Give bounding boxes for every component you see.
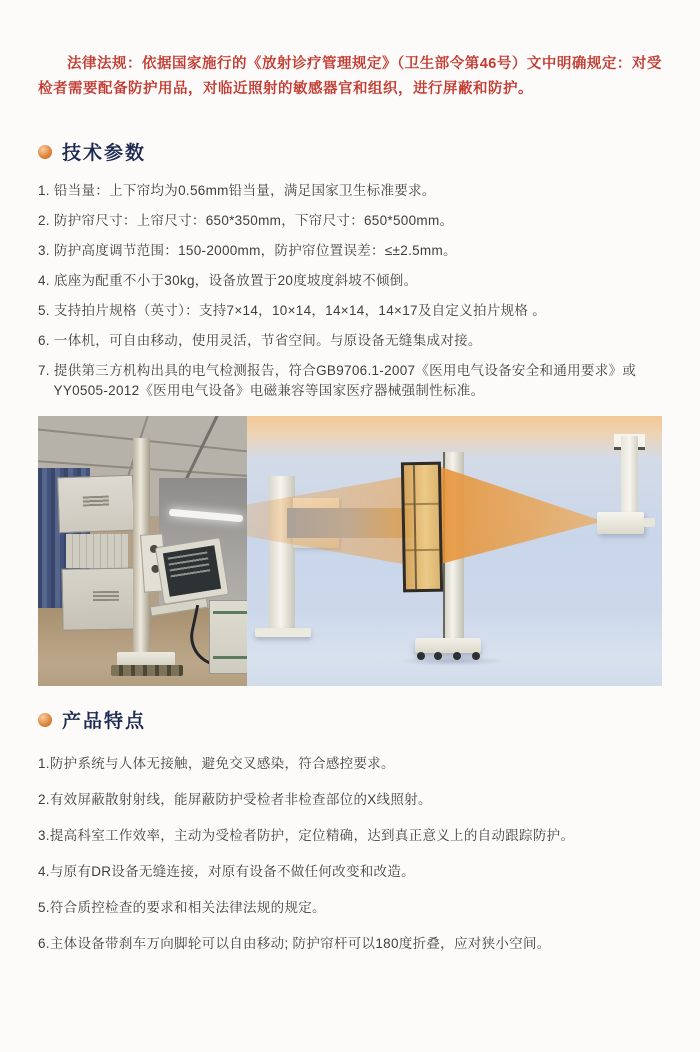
feature-item: 4.与原有DR设备无缝连接，对原有设备不做任何改变和改造。 bbox=[38, 864, 415, 880]
tech-parameter-list bbox=[38, 181, 662, 402]
render-xray-beam-cone bbox=[439, 466, 603, 564]
tech-item: 4. 底座为配重不小于30kg，设备放置于20度坡度斜坡不倾倒。 bbox=[38, 272, 418, 288]
tech-item: 1. 铅当量：上下帘均为0.56mm铅当量，满足国家卫生标准要求。 bbox=[38, 183, 436, 198]
feature-item: 3.提高科室工作效率，主动为受检者防护，定位精确，达到真正意义上的自动跟踪防护。 bbox=[38, 828, 575, 844]
tech-item: 6. 一体机，可自由移动，使用灵活，节省空间。与原设备无缝集成对接。 bbox=[38, 332, 482, 348]
tech-item: 7. 提供第三方机构出具的电气检测报告，符合GB9706.1-2007《医用电气设备安全和通用要求》或YY0505-2012《医用电气设备》电磁兼容等国家医疗器械强制性标准。 bbox=[38, 362, 637, 399]
product-feature-list bbox=[38, 755, 662, 953]
render-xray-tube bbox=[597, 512, 644, 534]
tech-section-header bbox=[38, 138, 662, 165]
legal-notice-text: 法律法规：依据国家施行的《放射诊疗管理规定》（卫生部令第46号）文中明确规定：对受检者需要配备防护用品，对临近照射的敏感器官和组织，进行屏蔽和防护。 bbox=[38, 56, 662, 97]
feature-section-header bbox=[38, 706, 662, 733]
render-protective-screen bbox=[401, 462, 443, 593]
photo-side-equipment bbox=[209, 600, 247, 674]
photo-monitor bbox=[155, 538, 229, 606]
feature-item: 2.有效屏蔽散射射线，能屏蔽防护受检者非检查部位的X线照射。 bbox=[38, 792, 432, 808]
xray-room-photo bbox=[38, 416, 247, 686]
render-wheeled-base bbox=[415, 638, 481, 653]
product-document-page bbox=[0, 52, 700, 1052]
render-tube-column bbox=[621, 436, 638, 520]
orange-sphere-bullet-icon bbox=[38, 145, 52, 159]
beam-protection-render bbox=[247, 416, 662, 686]
photo-wall-cabinet-upper bbox=[57, 475, 135, 534]
feature-section-title: 产品特点 bbox=[62, 711, 147, 733]
tech-item: 2. 防护帘尺寸：上帘尺寸：650*350mm，下帘尺寸：650*500mm。 bbox=[38, 212, 454, 228]
feature-item: 1.防护系统与人体无接触，避免交叉感染，符合感控要求。 bbox=[38, 756, 395, 772]
orange-sphere-bullet-icon bbox=[38, 713, 52, 727]
feature-item: 6.主体设备带刹车万向脚轮可以自由移动; 防护帘杆可以180度折叠，应对狭小空间。 bbox=[38, 935, 551, 951]
product-images-row bbox=[38, 416, 662, 686]
tech-item: 5. 支持拍片规格（英寸）：支持7×14，10×14，14×14，14×17及自定义拍片规格 。 bbox=[38, 302, 547, 318]
tech-section-title: 技术参数 bbox=[62, 143, 147, 164]
feature-item: 5.符合质控检查的要求和相关法律法规的规定。 bbox=[38, 899, 326, 915]
tech-item: 3. 防护高度调节范围：150-2000mm，防护帘位置误差：≤±2.5mm。 bbox=[38, 242, 457, 258]
